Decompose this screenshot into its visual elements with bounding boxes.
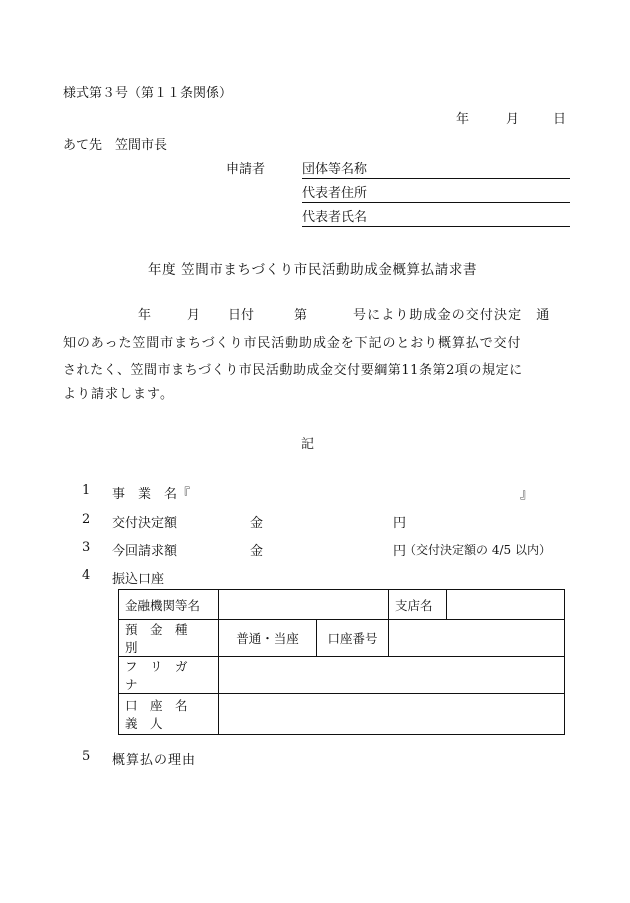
account-number-label: 口座番号 bbox=[317, 620, 389, 657]
item3-num: 3 bbox=[82, 540, 91, 555]
branch-input-cell[interactable] bbox=[447, 590, 565, 620]
deposit-type-options: 普通・当座 bbox=[219, 620, 317, 657]
form-number: 様式第３号（第１１条関係） bbox=[63, 86, 233, 101]
representative-name-field: 代表者氏名 bbox=[302, 206, 570, 227]
institution-label: 金融機関等名 bbox=[119, 590, 219, 620]
body-date-suffix: 日付 bbox=[228, 308, 255, 323]
item3-note: （交付決定額の 4/5 以内） bbox=[404, 543, 551, 557]
table-row bbox=[119, 694, 565, 735]
deposit-type-label: 預 金 種 別 bbox=[119, 620, 219, 657]
body-year: 年 bbox=[138, 308, 152, 323]
account-holder-input-cell[interactable] bbox=[219, 694, 565, 735]
item2-yen: 円 bbox=[393, 516, 407, 531]
addressee: あて先 笠間市長 bbox=[63, 138, 168, 153]
document-title: 年度 笠間市まちづくり市民活動助成金概算払請求書 bbox=[148, 262, 478, 278]
institution-input-cell[interactable] bbox=[219, 590, 389, 620]
date-year: 年 bbox=[456, 112, 470, 127]
representative-address-field: 代表者住所 bbox=[302, 182, 570, 203]
body-line3: されたく、笠間市まちづくり市民活動助成金交付要綱第11条第2項の規定に bbox=[63, 363, 523, 378]
item2-num: 2 bbox=[82, 512, 91, 527]
date-day: 日 bbox=[553, 112, 567, 127]
table-row bbox=[119, 590, 565, 620]
branch-label: 支店名 bbox=[389, 590, 447, 620]
furigana-input-cell[interactable] bbox=[219, 657, 565, 694]
body-line2: 知のあった笠間市まちづくり市民活動助成金を下記のとおり概算払で交付 bbox=[63, 336, 522, 351]
item2-kin: 金 bbox=[250, 516, 264, 531]
item3-label: 今回請求額 bbox=[112, 544, 178, 559]
item1-num: 1 bbox=[82, 483, 91, 498]
table-row bbox=[119, 620, 565, 657]
item4-label: 振込口座 bbox=[112, 572, 165, 587]
account-holder-label: 口 座 名 義 人 bbox=[119, 694, 219, 735]
ki-heading: 記 bbox=[301, 437, 315, 452]
item5-num: 5 bbox=[82, 749, 91, 764]
item2-label: 交付決定額 bbox=[112, 516, 178, 531]
group-name-field: 団体等名称 bbox=[302, 158, 570, 179]
table-row bbox=[119, 657, 565, 694]
item1-label: 事 業 名『 bbox=[112, 487, 191, 502]
item4-num: 4 bbox=[82, 568, 91, 583]
bank-account-table bbox=[118, 589, 565, 735]
item1-close: 』 bbox=[520, 487, 534, 502]
body-line4: より請求します。 bbox=[63, 387, 174, 402]
body-line1-rest: 号により助成金の交付決定 通 bbox=[353, 308, 551, 323]
furigana-label: フ リ ガ ナ bbox=[119, 657, 219, 694]
item5-label: 概算払の理由 bbox=[112, 753, 197, 768]
item3-kin: 金 bbox=[250, 544, 264, 559]
applicant-label: 申請者 bbox=[226, 162, 266, 177]
date-month: 月 bbox=[506, 112, 520, 127]
account-number-input-cell[interactable] bbox=[389, 620, 565, 657]
body-month: 月 bbox=[187, 308, 201, 323]
item3-yen: 円 bbox=[393, 544, 407, 559]
body-dai: 第 bbox=[294, 308, 308, 323]
